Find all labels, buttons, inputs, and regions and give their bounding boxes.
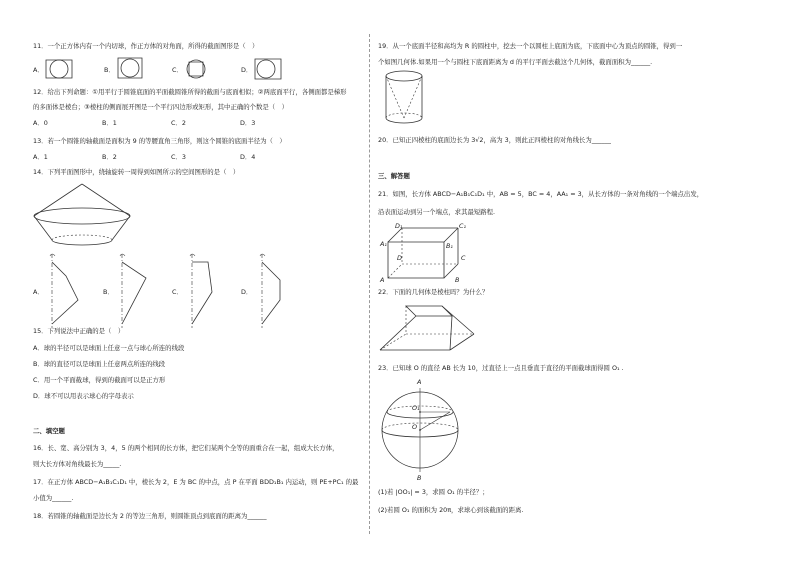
q17-line2: 小值为______. [33, 494, 74, 502]
q19-cylinder-figure [382, 68, 426, 126]
q22-text: 22．下面的几何体是棱柱吗？为什么？ [378, 288, 489, 296]
q21-cuboid-figure [378, 222, 470, 284]
q14-figure-c [184, 250, 224, 330]
q11-figure-c [184, 58, 208, 80]
q11-text: 11．一个正方体内有一个内切球，作正方体的对角面，所得的截面图形是（ ） [33, 42, 259, 50]
q11-option-b[interactable]: B． [104, 66, 115, 74]
column-divider [369, 34, 370, 534]
q12-line1: 12．给出下列命题：①用平行于圆锥底面的平面截圆锥所得的截面与底面相似；②两底面平行，各侧面都是梯形 [33, 88, 347, 96]
q13-option-b[interactable]: B．2 [102, 153, 117, 161]
q14-option-b[interactable]: B． [103, 288, 114, 296]
q21-line1: 21．如图，长方体 ABCD−A₁B₁C₁D₁ 中，AB = 5，BC = 4，AA₁ = 3，从长方体的一条对角线的一个端点出发， [378, 190, 704, 198]
q15-option-d[interactable]: D．球不可以用表示球心的字母表示 [33, 392, 134, 400]
cuboid-label-d: D [397, 254, 402, 262]
q18-text: 18．若圆锥的轴截面是边长为 2 的等边三角形，则圆锥顶点到底面的距离为______ [33, 512, 267, 520]
q11-option-a[interactable]: A． [33, 66, 44, 74]
cuboid-label-c1: C₁ [459, 222, 467, 230]
q11-figure-a [44, 58, 74, 80]
q12-line2: 的多面体是棱台；③棱柱的侧面展开图是一个平行四边形或矩形，其中正确的个数是（ ） [33, 103, 288, 111]
q13-text: 13．若一个圆锥的轴截面是面积为 9 的等腰直角三角形，则这个圆锥的底面半径为（ ） [33, 137, 286, 145]
q13-option-c[interactable]: C．3 [171, 153, 186, 161]
cuboid-label-a: A [380, 276, 385, 284]
q14-figure-d [254, 250, 294, 330]
cuboid-label-b1: B₁ [446, 242, 453, 250]
q16-line2: 则大长方体对角线最长为_____. [33, 460, 122, 468]
q12-option-d[interactable]: D．3 [240, 119, 256, 127]
cuboid-label-c: C [461, 254, 466, 262]
q15-option-b[interactable]: B．球的直径可以是球面上任意两点所连的线段 [33, 360, 166, 368]
q17-line1: 17．在正方体 ABCD−A₁B₁C₁D₁ 中，棱长为 2，E 为 BC 的中点，点 P 在平面 BDD₁B₁ 内运动，则 PE+PC₁ 的最 [33, 478, 359, 486]
q14-text: 14．下列平面图形中，绕轴旋转一周得到如图所示的空间图形的是（ ） [33, 168, 240, 176]
q12-option-a[interactable]: A．0 [33, 119, 48, 127]
q11-option-d[interactable]: D． [241, 66, 253, 74]
q14-figure-a [44, 250, 84, 330]
q14-option-a[interactable]: A． [33, 288, 44, 296]
q16-line1: 16．长、宽、高分别为 3，4，5 的两个相同的长方体，把它们某两个全等的面重合在一起，组成大长方体， [33, 444, 339, 452]
q14-figure-b [114, 250, 154, 330]
q15-text: 15．下列说法中正确的是（ ） [33, 327, 125, 335]
q23-sphere-figure [378, 380, 464, 474]
sphere-label-o1: O₁ [412, 404, 420, 412]
section-2-heading: 二、填空题 [33, 427, 65, 435]
section-3-heading: 三、解答题 [378, 172, 410, 180]
q11-figure-d [253, 57, 283, 81]
cuboid-label-a1: A₁ [380, 240, 387, 248]
q12-option-c[interactable]: C．2 [171, 119, 186, 127]
q20-text: 20．已知正四棱柱的底面边长为 3√2，高为 3，则此正四棱柱的对角线长为______ [378, 136, 611, 144]
q14-option-d[interactable]: D． [241, 288, 253, 296]
q11-figure-b [116, 56, 144, 80]
q22-frustum-figure [378, 298, 478, 358]
sphere-label-b: B [417, 474, 422, 482]
q19-line1: 19．从一个底面半径和高均为 R 的圆柱中，挖去一个以圆柱上底面为底，下底面中心为顶点的圆锥，得到一 [378, 42, 683, 50]
q23-sub1: (1)若 |OO₁| = 3，求圆 O₁ 的半径？； [378, 488, 489, 496]
q13-option-d[interactable]: D．4 [240, 153, 256, 161]
q14-solid-figure [30, 180, 134, 248]
q15-option-a[interactable]: A．球的半径可以是球面上任意一点与球心所连的线段 [33, 344, 185, 352]
q12-option-b[interactable]: B．1 [102, 119, 117, 127]
q14-option-c[interactable]: C． [172, 288, 183, 296]
q19-line2: 个如图几何体.如果用一个与圆柱下底面距离为 d 的平行平面去截这个几何体，截面面积为______. [378, 58, 653, 66]
q15-option-c[interactable]: C．用一个平面截球，得到的截面可以是正方形 [33, 376, 166, 384]
q23-text: 23．已知球 O 的直径 AB 长为 10，过直径上一点且垂直于直径的平面截球面得圆 O₁ . [378, 364, 624, 372]
cuboid-label-b: B [455, 276, 460, 284]
q11-option-c[interactable]: C． [172, 66, 183, 74]
cuboid-label-d1: D₁ [395, 222, 403, 230]
q21-line2: 沿表面运动到另一个端点，求其最短路程. [378, 208, 496, 216]
q23-sub2: (2)若圆 O₁ 的面积为 20π，求球心到该截面的距离. [378, 506, 524, 514]
sphere-label-a: A [417, 378, 422, 386]
sphere-label-o: O [412, 423, 418, 431]
q13-option-a[interactable]: A．1 [33, 153, 48, 161]
